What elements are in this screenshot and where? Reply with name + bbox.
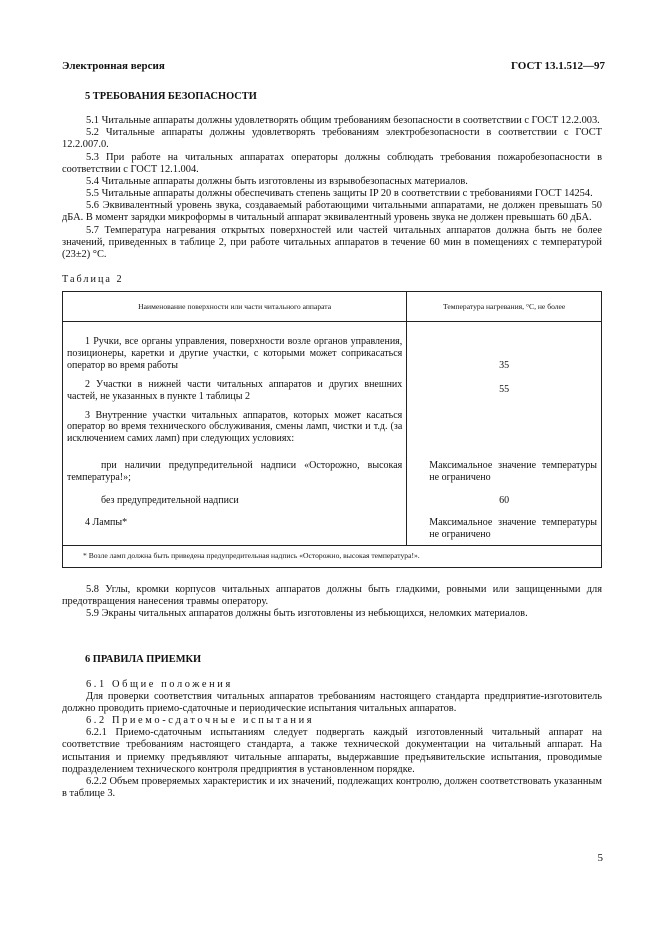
paragraph-5-9: 5.9 Экраны читальных аппаратов должны быть изготовлены из небьющихся, неломких материалов. [86, 608, 528, 620]
table-footnote: * Возле ламп должна быть приведена предупредительная надпись «Осторожно, высокая температура!». [63, 545, 602, 567]
table-row [63, 506, 602, 545]
table-cell-value: 60 [407, 484, 602, 507]
table-cell-value: Максимальное значение температуры не ограничено [407, 445, 602, 484]
table-row [63, 445, 602, 484]
section-5-title: 5 ТРЕБОВАНИЯ БЕЗОПАСНОСТИ [85, 91, 257, 102]
paragraph-5-3: 5.3 При работе на читальных аппаратах операторы должны соблюдать требования пожаробезопасности в соответствии с ГОСТ 12.1.004. [62, 151, 602, 175]
table-cell-name: 4 Лампы* [63, 506, 407, 545]
table-row [63, 372, 602, 403]
paragraph-5-5: 5.5 Читальные аппараты должны обеспечивать степень защиты IP 20 в соответствии с требованиями ГОСТ 14254. [86, 188, 593, 200]
table-header-name: Наименование поверхности или части читального аппарата [63, 292, 407, 322]
content [62, 91, 602, 800]
subsection-6-2-title: 6.2 Приемо-сдаточные испытания [86, 715, 315, 727]
table-cell-value [407, 403, 602, 445]
table-cell-name: 3 Внутренние участки читальных аппаратов, которых может касаться оператор во время технического обслуживания, смены ламп, чистки и т.д. (за исключением самих ламп) при следующих условиях: [63, 403, 407, 445]
table-cell-name: при наличии предупредительной надписи «Осторожно, высокая температура!»; [63, 445, 407, 484]
paragraph-6-2-1: 6.2.1 Приемо-сдаточным испытаниям следует подвергать каждый изготовленный читальный аппарат на соответствие требованиям настоящего стандарта, а также технической документации на читальный аппарат. На испытания и приемку предъявляют читальные аппараты, выдержавшие предъявительские испытания, проводимые подразделением технического контроля предприятия в установленном порядке. [62, 727, 602, 775]
section-6-title: 6 ПРАВИЛА ПРИЕМКИ [85, 654, 202, 666]
paragraph-6-2-2: 6.2.2 Объем проверяемых характеристик и их значений, подлежащих контролю, должен соответствовать указанным в таблице 3. [62, 775, 602, 799]
table-cell-name: 1 Ручки, все органы управления, поверхности возле органов управления, позиционеры, каретки и другие участки, с которыми может соприкасаться оператор во время работы [63, 322, 407, 372]
header-left: Электронная версия [62, 60, 165, 72]
paragraph-5-1: 5.1 Читальные аппараты должны удовлетворять общим требованиям безопасности в соответствии с ГОСТ 12.2.003. [86, 115, 600, 127]
table-footnote-row [63, 545, 602, 567]
paragraph-5-7: 5.7 Температура нагревания открытых поверхностей или частей читальных аппаратов должна быть не более значений, приведенных в таблице 2, при работе читальных аппаратов в течение 60 мин в помещениях с температурой (23±2) °С. [62, 224, 602, 260]
table-cell-value [407, 372, 602, 403]
table-2-caption: Таблица 2 [62, 274, 124, 286]
table-value: 35 [499, 360, 510, 372]
table-row [63, 484, 602, 507]
table-cell-name: без предупредительной надписи [63, 484, 407, 507]
table-row [63, 403, 602, 445]
table-value: 55 [499, 383, 510, 395]
table-cell-name: 2 Участки в нижней части читальных аппаратов и других внешних частей, не указанных в пункте 1 таблицы 2 [63, 372, 407, 403]
paragraph-5-8: 5.8 Углы, кромки корпусов читальных аппаратов должны быть гладкими, ровными или защищенными для предотвращения нанесения травмы оператору. [62, 583, 602, 608]
header-right: ГОСТ 13.1.512—97 [511, 60, 605, 72]
paragraph-5-4: 5.4 Читальные аппараты должны быть изготовлены из взрывобезопасных материалов. [86, 175, 468, 187]
paragraph-5-6: 5.6 Эквивалентный уровень звука, создаваемый работающими читальными аппаратами, не должен превышать 50 дБА. В момент зарядки микроформы в читальный аппарат эквивалентный уровень звука не должен превышать 60 дБА. [62, 200, 602, 224]
table-row [63, 322, 602, 372]
table-header-row [63, 292, 602, 322]
table-2 [62, 291, 602, 568]
paragraph-5-2: 5.2 Читальные аппараты должны удовлетворять требованиям электробезопасности в соответствии с ГОСТ 12.2.007.0. [62, 127, 602, 151]
table-header-temperature: Температура нагревания, °С, не более [407, 292, 602, 322]
table-cell-value [407, 322, 602, 372]
page-number: 5 [597, 852, 603, 864]
table-cell-value: Максимальное значение температуры не ограничено [407, 506, 602, 545]
subsection-6-1-title: 6.1 Общие положения [86, 678, 233, 690]
paragraph-6-1: Для проверки соответствия читальных аппаратов требованиям настоящего стандарта предприятие-изготовитель должно проводить приемо-сдаточные и периодические испытания читальных аппаратов. [62, 690, 602, 714]
